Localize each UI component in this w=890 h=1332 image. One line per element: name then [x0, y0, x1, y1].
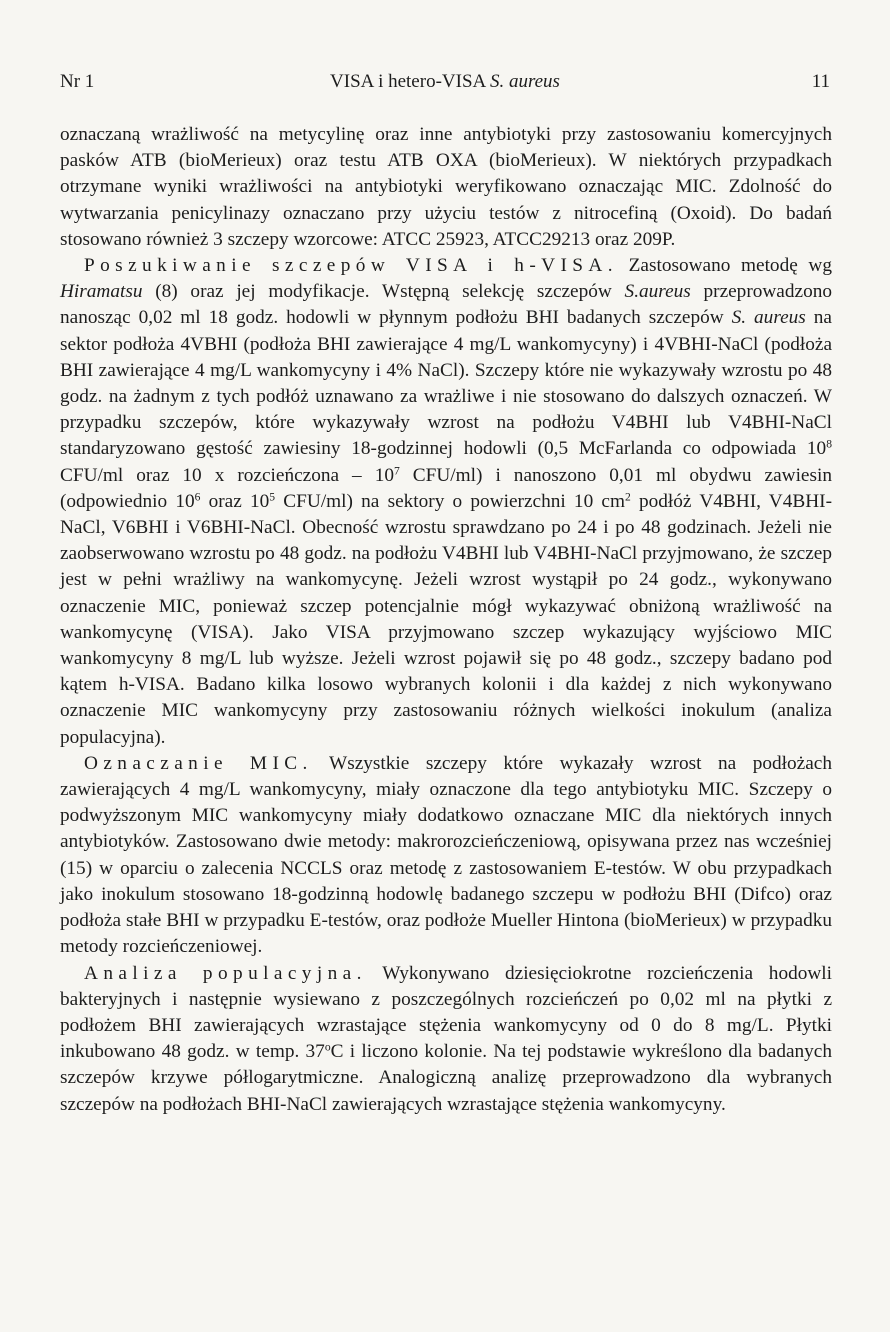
issue-number: Nr 1 [60, 71, 95, 92]
section-heading-population-analysis: Analiza populacyjna. [84, 962, 367, 984]
section-heading-visa-screening: Poszukiwanie szczepów VISA i h-VISA. [84, 255, 618, 277]
running-title [60, 70, 830, 94]
running-title-species: S. aureus [489, 71, 560, 92]
species-name: S. aureus [731, 307, 806, 329]
text-run: oraz 10 [200, 490, 270, 512]
text-run: przeprowadzono nanosząc 0,02 ml 18 godz. hodowli w płynnym podłożu BHI badanych szczepów [60, 281, 832, 329]
exponent: 5 [269, 490, 276, 504]
exponent: 2 [624, 490, 631, 504]
section-heading-mic: Oznaczanie MIC. [84, 752, 313, 774]
paragraph-strains-continued: oznaczaną wrażliwość na metycylinę oraz inne antybiotyki przy zastosowaniu komercyjnych pasków ATB (bioMerieux) oraz testu ATB OXA (bioMerieux). W niektórych przypadkach otrzymane wyniki wrażliwości na antybiotyki weryfikowano oznaczając MIC. Zdolność do wytwarzania penicylinazy oznaczano przy użyciu testów z nitrocefiną (Oxoid). Do badań stosowano również 3 szczepy wzorcowe: ATCC 25923, ATCC29213 oraz 209P. [60, 124, 832, 250]
species-name: S.aureus [624, 281, 691, 303]
text-run: Wykonywano dziesięciokrotne rozcieńczenia hodowli bakteryjnych i następnie wysiewano z poszczególnych rozcieńczeń po 0,02 ml na płytki z podłożem BHI zawierających wzrastające stężenia wankomycyny od 0 do 8 mg/L. Płytki inkubowano 48 godz. w temp. 37 [60, 962, 833, 1063]
paragraph-population-analysis [60, 961, 832, 1118]
text-run: Zastosowano metodę wg [617, 255, 832, 277]
running-title-text: VISA i hetero-VISA [330, 71, 490, 92]
article-body [60, 122, 832, 1118]
author-name: Hiramatsu [60, 281, 143, 303]
text-run: podłóż V4BHI, V4BHI-NaCl, V6BHI i V6BHI-NaCl. Obecność wzrostu sprawdzano po 24 i po 48 godzinach. Jeżeli nie zaobserwowano wzrostu po 48 godz. na podłożu V4BHI lub V4BHI-NaCl przyjmowano, że szczep jest w pełni wrażliwy na wankomycynę. Jeżeli wzrost wystąpił po 24 godz., wykonywano oznaczenie MIC, ponieważ szczep potencjalnie mógł wykazywać obniżoną wrażliwość na wankomycynę (VISA). Jako VISA przyjmowano szczep wykazujący wyjściowo MIC wankomycyny 8 mg/L lub wyższe. Jeżeli wzrost pojawił się po 48 godz., szczepy badano pod kątem h-VISA. Badano kilka losowo wybranych kolonii i dla każdej z nich wykonywano oznaczenie MIC wankomycyny przy zastosowaniu różnych wielkości inokulum (analiza populacyjna). [60, 490, 832, 748]
exponent: 7 [393, 464, 400, 478]
paragraph-mic-determination [60, 751, 832, 961]
text-run: CFU/ml) i nanoszono 0,01 ml obydwu zawiesin (odpowiednio 10 [60, 464, 832, 512]
degree-symbol: o [324, 1040, 331, 1054]
paragraph-visa-screening [60, 253, 832, 751]
text-run: na sektor podłoża 4VBHI (podłoża BHI zawierające 4 mg/L wankomycyny) i 4VBHI-NaCl (podłoża BHI zawierające 4 mg/L wankomycyny i 4% NaCl). Szczepy które nie wykazywały wzrostu po 48 godz. na żadnym z tych podłóż uznawano za wrażliwe i nie stosowano do dalszych oznaczeń. W przypadku szczepów, które wykazywały wzrost na podłożu V4BHI lub V4BHI-NaCl standaryzowano gęstość zawiesiny 18-godzinnej hodowli (0,5 McFarlanda co odpowiada 10 [60, 307, 832, 460]
text-run: CFU/ml) na sektory o powierzchni 10 cm [275, 490, 625, 512]
text-run: CFU/ml oraz 10 x rozcieńczona – 10 [60, 464, 394, 486]
text-run: Wszystkie szczepy które wykazały wzrost na podłożach zawierających 4 mg/L wankomycyny, miały oznaczone dla tego antybiotyku MIC. Szczepy o podwyższonym MIC wankomycyny miały dodatkowo oznaczane MIC dla niektórych innych antybiotyków. Zastosowano dwie metody: makrorozcieńczeniową, opisywana przez nas wcześniej (15) w oparciu o zalecenia NCCLS oraz metodę z zastosowaniem E-testów. W obu przypadkach jako inokulum stosowano 18-godzinną hodowlę badanego szczepu w podłożu BHI (Difco) oraz podłoża stałe BHI w przypadku E-testów, oraz podłoże Mueller Hintona (bioMerieux) w przypadku metody rozcieńczeniowej. [60, 752, 832, 958]
text-run: (8) oraz jej modyfikacje. Wstępną selekcję szczepów [142, 281, 625, 303]
page-number: 11 [811, 71, 830, 92]
text-run: C i liczono kolonie. Na tej podstawie wykreślono dla badanych szczepów krzywe półlogarytmiczne. Analogiczną analizę przeprowadzono dla wybranych szczepów na podłożach BHI-NaCl zawierających wzrastające stężenia wankomycyny. [60, 1041, 832, 1115]
running-header [60, 70, 830, 94]
exponent: 6 [194, 490, 201, 504]
exponent: 8 [826, 438, 832, 452]
